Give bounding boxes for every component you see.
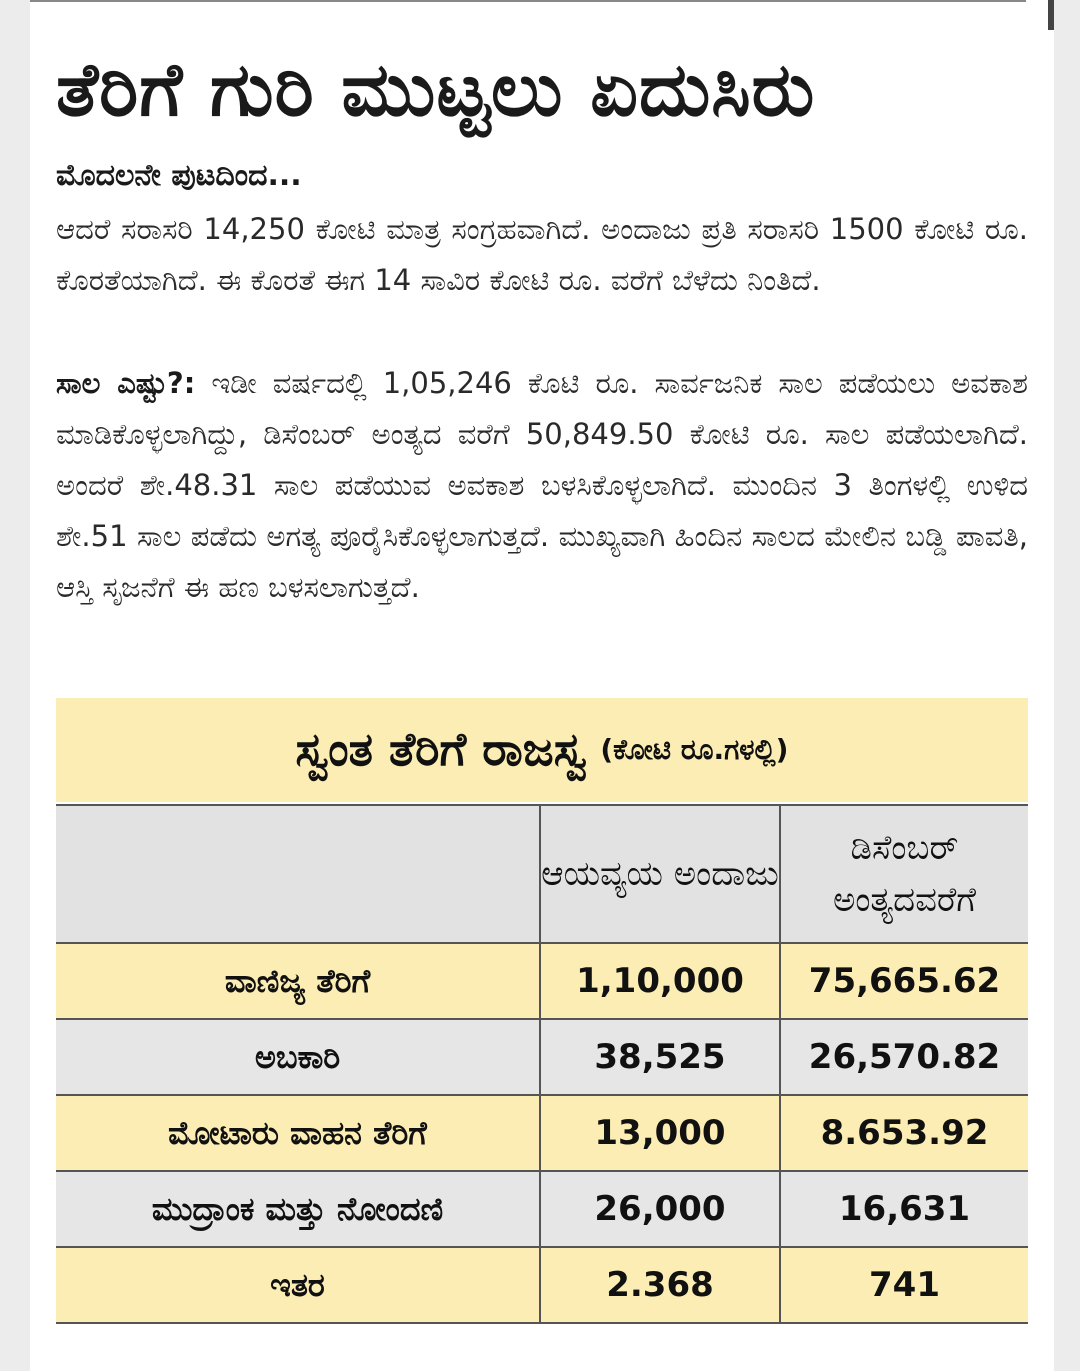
table-row [56,1247,1028,1323]
table-row [56,1171,1028,1247]
row-estimate: 13,000 [540,1095,780,1171]
header-cell-label [56,805,540,943]
revenue-table [56,804,1028,1324]
paragraph-1: ಆದರೆ ಸರಾಸರಿ 14,250 ಕೋಟಿ ಮಾತ್ರ ಸಂಗ್ರಹವಾಗಿದೆ. ಅಂದಾಜು ಪ್ರತಿ ಸರಾಸರಿ 1500 ಕೋಟಿ ರೂ. ಕೊರತೆಯಾಗಿದೆ. ಈ ಕೊರತೆ ಈಗ 14 ಸಾವಿರ ಕೋಟಿ ರೂ. ವರೆಗೆ ಬೆಳೆದು ನಿಂತಿದೆ. [56,212,1028,297]
headline: ತೆರಿಗೆ ಗುರಿ ಮುಟ್ಟಲು ಏದುಸಿರು [56,47,816,133]
row-label: ವಾಣಿಜ್ಯ ತೆರಿಗೆ [56,943,540,1019]
table-header-row [56,805,1028,943]
row-december: 8.653.92 [780,1095,1028,1171]
paragraph-2-body: ಇಡೀ ವರ್ಷದಲ್ಲಿ 1,05,246 ಕೊಟಿ ರೂ. ಸಾರ್ವಜನಿಕ ಸಾಲ ಪಡೆಯಲು ಅವಕಾಶ ಮಾಡಿಕೊಳ್ಳಲಾಗಿದ್ದು, ಡಿಸೆಂಬರ್ ಅಂತ್ಯದ ವರೆಗೆ 50,849.50 ಕೋಟಿ ರೂ. ಸಾಲ ಪಡೆಯಲಾಗಿದೆ. ಅಂದರೆ ಶೇ.48.31 ಸಾಲ ಪಡೆಯುವ ಅವಕಾಶ ಬಳಸಿಕೊಳ್ಳಲಾಗಿದೆ. ಮುಂದಿನ 3 ತಿಂಗಳಲ್ಲಿ ಉಳಿದ ಶೇ.51 ಸಾಲ ಪಡೆದು ಅಗತ್ಯ ಪೂರೈಸಿಕೊಳ್ಳಲಾಗುತ್ತದೆ. ಮುಖ್ಯವಾಗಿ ಹಿಂದಿನ ಸಾಲದ ಮೇಲಿನ ಬಡ್ಡಿ ಪಾವತಿ, ಆಸ್ತಿ ಸೃಜನೆಗೆ ಈ ಹಣ ಬಳಸಲಾಗುತ್ತದೆ. [56,366,1029,604]
row-label: ಅಬಕಾರಿ [56,1019,540,1095]
table-row [56,1095,1028,1171]
paragraph-2-lead: ಸಾಲ ಎಷ್ಟು?: [56,366,196,400]
paragraph-2 [56,358,1028,613]
continued-from-label: ಮೊದಲನೇ ಪುಟದಿಂದ... [56,158,302,193]
row-label: ಮುದ್ರಾಂಕ ಮತ್ತು ನೋಂದಣಿ [56,1171,540,1247]
row-december: 16,631 [780,1171,1028,1247]
revenue-table-box [56,698,1028,1324]
row-december: 26,570.82 [780,1019,1028,1095]
row-estimate: 26,000 [540,1171,780,1247]
top-rule [30,0,1026,2]
table-row [56,1019,1028,1095]
right-rule [1048,0,1054,30]
table-row [56,943,1028,1019]
table-unit: (ಕೋಟಿ ರೂ.ಗಳಲ್ಲಿ) [600,733,789,766]
table-title-bar [56,698,1028,804]
row-label: ಮೋಟಾರು ವಾಹನ ತೆರಿಗೆ [56,1095,540,1171]
row-december: 741 [780,1247,1028,1323]
row-december: 75,665.62 [780,943,1028,1019]
table-title: ಸ್ವಂತ ತೆರಿಗೆ ರಾಜಸ್ವ [295,722,587,776]
row-estimate: 38,525 [540,1019,780,1095]
row-label: ಇತರ [56,1247,540,1323]
row-estimate: 1,10,000 [540,943,780,1019]
header-cell-december: ಡಿಸೆಂಬರ್ ಅಂತ್ಯದವರೆಗೆ [780,805,1028,943]
row-estimate: 2.368 [540,1247,780,1323]
header-cell-estimate: ಆಯವ್ಯಯ ಅಂದಾಜು [540,805,780,943]
